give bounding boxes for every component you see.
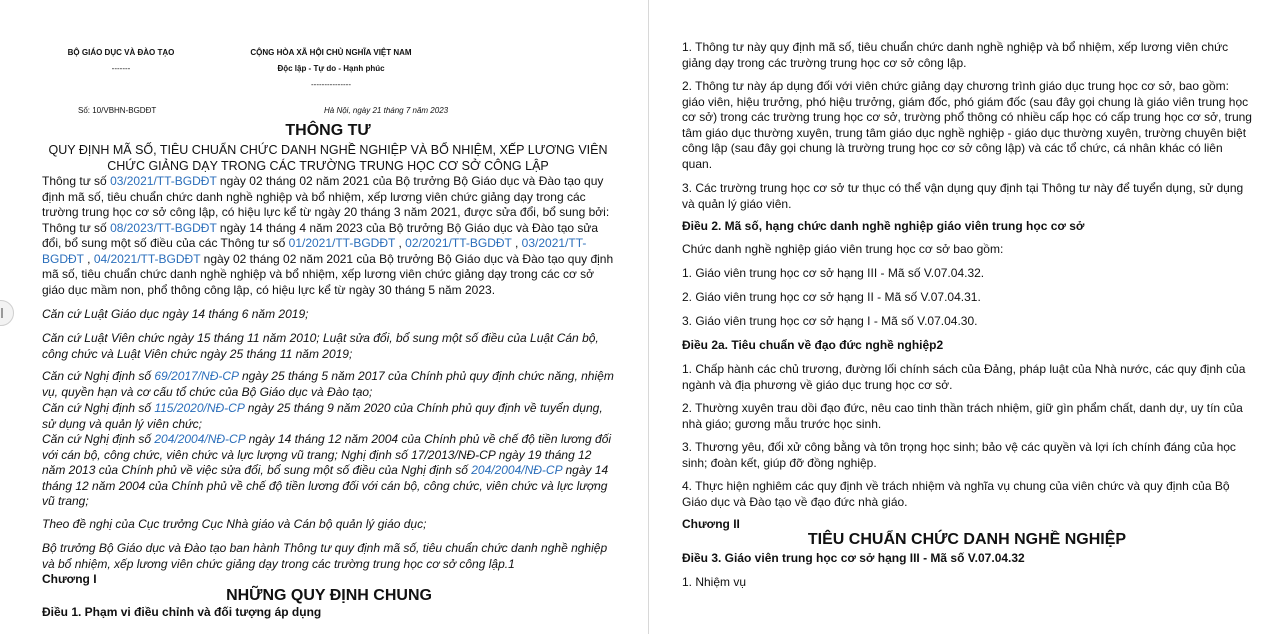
chapter-2-label: Chương II: [682, 517, 740, 531]
article-2a-clause-2: 2. Thường xuyên trau dồi đạo đức, nêu cao tinh thần trách nhiệm, giữ gìn phẩm chất, danh dự, uy tín của nhà giáo; gương mẫu trước học sinh.: [682, 401, 1243, 431]
text: ngày 02 tháng 02 năm 2021 của Bộ trưởng Bộ Giáo dục và Đào tạo quy định mã số, tiêu chuẩn chức danh nghề nghiệp và bổ nhiệm, xếp lương viên chức giảng dạy trong các cơ sở giáo dục mầm non, phổ thông công lập, có hiệu lực kể từ ngày 30 tháng 5 năm 2023.: [42, 251, 614, 297]
link-04-2021[interactable]: 04/2021/TT-BGDĐT: [93, 251, 201, 266]
chapter-1-title: NHỮNG QUY ĐỊNH CHUNG: [226, 587, 432, 604]
place-date: Hà Nội, ngày 21 tháng 7 năm 2023: [324, 106, 449, 115]
republic-name: CỘNG HÒA XÃ HỘI CHỦ NGHĨA VIỆT NAM: [250, 48, 412, 57]
article-1-heading: Điều 1. Phạm vi điều chỉnh và đối tượng áp dụng: [42, 605, 322, 619]
article-3-clause-1: 1. Nhiệm vụ: [682, 575, 747, 589]
can-cu-nd-204: [42, 432, 616, 510]
article-3-heading: Điều 3. Giáo viên trung học cơ sở hạng III - Mã số V.07.04.32: [682, 551, 1025, 565]
theo-de-nghi: Theo đề nghị của Cục trưởng Cục Nhà giáo và Cán bộ quản lý giáo dục;: [42, 517, 427, 531]
text: Căn cứ Nghị định số: [42, 432, 155, 446]
ministry-name: BỘ GIÁO DỤC VÀ ĐÀO TẠO: [67, 48, 175, 57]
link-nd-204-b[interactable]: 204/2004/NĐ-CP: [471, 463, 563, 477]
chapter-2-title: TIÊU CHUẨN CHỨC DANH NGHỀ NGHIỆP: [807, 531, 1127, 548]
link-08-2023[interactable]: 08/2023/TT-BGDĐT: [110, 220, 217, 235]
page-scroll-handle[interactable]: [0, 300, 14, 326]
text: Thông tư số: [42, 220, 111, 235]
doc-number: Số: 10/VBHN-BGDĐT: [78, 106, 157, 115]
can-cu-nd-115: [42, 401, 616, 432]
text: ,: [395, 236, 406, 250]
article-2a-heading: Điều 2a. Tiêu chuẩn về đạo đức nghề nghiệp2: [682, 338, 944, 352]
text: ,: [83, 251, 94, 266]
text: ngày 25 tháng 9 năm 2020 của Chính phủ quy định về tuyển dụng, sử dụng và quản lý viên chức;: [42, 401, 603, 431]
text: Căn cứ Nghị định số: [42, 401, 155, 415]
link-nd-69[interactable]: 69/2017/NĐ-CP: [154, 369, 239, 383]
article-2-rank-3: 1. Giáo viên trung học cơ sở hạng III - Mã số V.07.04.32.: [682, 266, 985, 280]
article-2-heading: Điều 2. Mã số, hạng chức danh nghề nghiệp giáo viên trung học cơ sở: [682, 219, 1085, 233]
article-1-clause-3: 3. Các trường trung học cơ sở tư thục có thể vận dụng quy định tại Thông tư này để tuyển dụng, sử dụng và quản lý giáo viên.: [682, 181, 1244, 211]
chapter-1-label: Chương I: [42, 572, 97, 586]
text: Thông tư số: [42, 174, 111, 188]
text: Căn cứ Nghị định số: [42, 369, 155, 383]
motto-dash: ---------------: [311, 80, 351, 89]
link-01-2021[interactable]: 01/2021/TT-BGDĐT: [288, 236, 396, 250]
can-cu-luat-vien-chuc: Căn cứ Luật Viên chức ngày 15 tháng 11 năm 2010; Luật sửa đổi, bổ sung một số điều của Luật Cán bộ, công chức và Luật Viên chức ngày 25 tháng 11 năm 2019;: [42, 331, 599, 361]
link-nd-115[interactable]: 115/2020/NĐ-CP: [154, 401, 245, 415]
article-2a-clause-1: 1. Chấp hành các chủ trương, đường lối chính sách của Đảng, pháp luật của Nhà nước, các quy định của ngành và địa phương về giáo dục trung học cơ sở.: [682, 362, 1246, 392]
text: ,: [511, 236, 522, 250]
article-2-rank-1: 3. Giáo viên trung học cơ sở hạng I - Mã số V.07.04.30.: [682, 314, 978, 328]
text: ngày 14 tháng 4 năm 2023 của Bộ trưởng Bộ Giáo dục và Đào tạo sửa đổi, bổ sung một số điều của các Thông tư số: [42, 220, 599, 250]
text: ngày 14 tháng 12 năm 2004 của Chính phủ về chế độ tiền lương đối với cán bộ, công chức, viên chức và lực lượng vũ trang; Nghị định số 17/2013/NĐ-CP ngày 19 tháng 12 năm 2013 của Chính phủ về việc sửa đổi, bổ sung một số điều của Nghị định số: [42, 432, 612, 477]
text: ngày 14 tháng 12 năm 2004 của Chính phủ về chế độ tiền lương đối với cán bộ, công chức, viên chức và lực lượng vũ trang;: [42, 463, 609, 508]
doc-subtitle: QUY ĐỊNH MÃ SỐ, TIÊU CHUẨN CHỨC DANH NGHỀ NGHIỆP VÀ BỔ NHIỆM, XẾP LƯƠNG VIÊN CHỨC GIẢNG DẠY TRONG CÁC TRƯỜNG TRUNG HỌC CƠ SỞ CÔNG LẬP: [48, 143, 608, 173]
doc-title: THÔNG TƯ: [285, 122, 371, 139]
page-divider: [648, 0, 649, 634]
article-1-clause-2: 2. Thông tư này áp dụng đối với viên chức giảng dạy chương trình giáo dục trung học cơ sở, bao gồm: giáo viên, hiệu trưởng, phó hiệu trưởng, giám đốc, phó giám đốc (sau đây gọi chung là giáo viên trung học cơ sở) trong các trường trung học cơ sở, trường phổ thông có nhiều cấp học có cấp trung học cơ sở, trung tâm giáo dục thường xuyên, trung tâm giáo dục nghề nghiệp - giáo dục thường xuyên, trường chuyên biệt công lập (sau đây gọi chung là trường trung học cơ sở công lập) và các tổ chức, cá nhân khác có liên quan.: [682, 79, 1252, 171]
text: ngày 02 tháng 02 năm 2021 của Bộ trưởng Bộ Giáo dục và Đào tạo quy định mã số, tiêu chuẩn chức danh nghề nghiệp và bổ nhiệm, xếp lương viên chức giảng dạy trong các trường trung học cơ sở công lập, có hiệu lực kể từ ngày 20 tháng 3 năm 2021, được sửa đổi, bổ sung bởi:: [42, 174, 610, 219]
bo-truong-ban-hanh: Bộ trưởng Bộ Giáo dục và Đào tạo ban hành Thông tư quy định mã số, tiêu chuẩn chức danh nghề nghiệp và bổ nhiệm, xếp lương viên chức giảng dạy trong các trường trung học cơ sở công lập.1: [42, 541, 608, 571]
can-cu-nd-69: [42, 369, 616, 400]
text: ngày 25 tháng 5 năm 2017 của Chính phủ quy định chức năng, nhiệm vụ, quyền hạn và cơ cấu tổ chức của Bộ Giáo dục và Đào tạo;: [42, 369, 614, 399]
link-03-2021[interactable]: 03/2021/TT-BGDĐT: [110, 174, 217, 188]
article-2a-clause-3: 3. Thương yêu, đối xử công bằng và tôn trọng học sinh; bảo vệ các quyền và lợi ích chính đáng của học sinh; đoàn kết, giúp đỡ đồng nghiệp.: [682, 440, 1236, 470]
link-03-2021-b[interactable]: 03/2021/TT-BGDĐT: [42, 236, 587, 266]
motto: Độc lập - Tự do - Hạnh phúc: [277, 64, 385, 73]
article-2a-clause-4: 4. Thực hiện nghiêm các quy định về trách nhiệm và nghĩa vụ chung của viên chức và quy định của Bộ Giáo dục và Đào tạo về đạo đức nhà giáo.: [682, 479, 1230, 509]
ministry-dash: -------: [111, 64, 131, 73]
article-1-clause-1: 1. Thông tư này quy định mã số, tiêu chuẩn chức danh nghề nghiệp và bổ nhiệm, xếp lương viên chức giảng dạy trong các trường trung học cơ sở công lập.: [682, 40, 1229, 70]
link-02-2021[interactable]: 02/2021/TT-BGDĐT: [405, 236, 512, 250]
article-2-intro: Chức danh nghề nghiệp giáo viên trung học cơ sở bao gồm:: [682, 242, 1004, 256]
intro-paragraph: [42, 174, 616, 298]
right-page: [650, 0, 1264, 634]
article-2-rank-2: 2. Giáo viên trung học cơ sở hạng II - Mã số V.07.04.31.: [682, 290, 981, 304]
can-cu-luat-giao-duc: Căn cứ Luật Giáo dục ngày 14 tháng 6 năm 2019;: [42, 307, 309, 321]
link-nd-204[interactable]: 204/2004/NĐ-CP: [154, 432, 246, 446]
